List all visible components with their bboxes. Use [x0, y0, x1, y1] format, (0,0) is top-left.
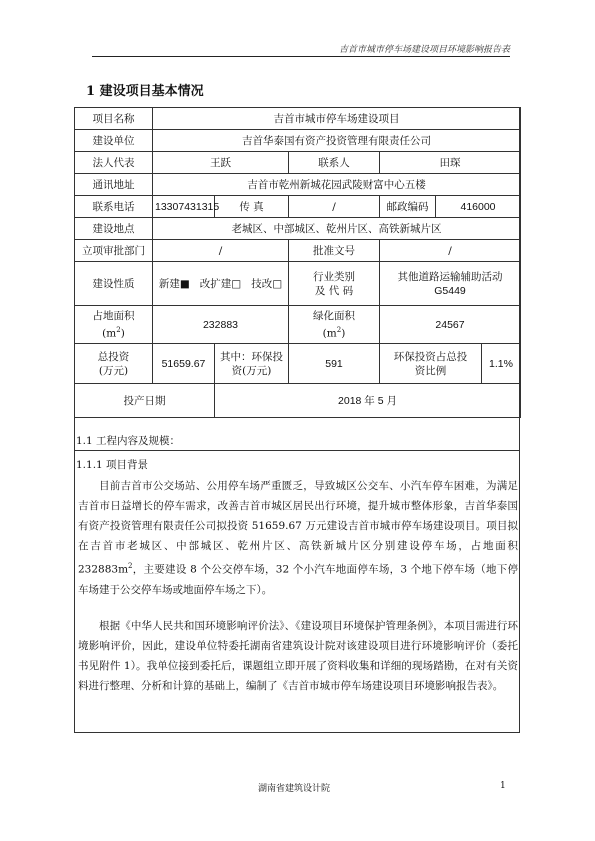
- table-row: [75, 152, 521, 174]
- cell-label: 立项审批部门: [75, 240, 153, 262]
- cell-label: 建设地点: [75, 218, 153, 240]
- cell-value: 吉首华泰国有资产投资管理有限责任公司: [153, 130, 521, 152]
- cell-label: 其中：环保投 资(万元): [215, 344, 289, 384]
- subsection-heading: 1.1 工程内容及规模：: [76, 435, 181, 447]
- cell-value: 591: [289, 344, 380, 384]
- running-header: 吉首市城市停车场建设项目环境影响报告表: [338, 45, 510, 55]
- cell-value: 232883: [153, 306, 289, 344]
- cell-value: 24567: [380, 306, 521, 344]
- cell-label: 环保投资占总投 资比例: [380, 344, 482, 384]
- cell-value: 吉首市乾州新城花园武陵财富中心五楼: [153, 174, 521, 196]
- cell-value: 416000: [436, 196, 521, 218]
- table-row: [75, 306, 521, 344]
- table-row: [75, 196, 521, 218]
- nature-new-option: 新建■: [158, 277, 190, 290]
- cell-value: 老城区、中部城区、乾州片区、高铁新城片区: [153, 218, 521, 240]
- table-row: [75, 218, 521, 240]
- nature-expand-option: 改扩建□: [199, 277, 242, 290]
- cell-value: /: [289, 196, 380, 218]
- nature-tech-option: 技改□: [251, 277, 283, 290]
- cell-label: 法人代表: [75, 152, 153, 174]
- cell-value: 51659.67: [153, 344, 215, 384]
- table-row: [75, 240, 521, 262]
- cell-value: 吉首市城市停车场建设项目: [153, 108, 521, 130]
- table-row: [75, 384, 521, 418]
- cell-value: 1.1%: [482, 344, 521, 384]
- cell-label: 投产日期: [75, 384, 215, 418]
- table-row: [75, 262, 521, 306]
- paragraph-background: 目前吉首市公交场站、公用停车场严重匮乏，导致城区公交车、小汽车停车困难，为满足吉首市日益增长的停车需求，改善吉首市城区居民出行环境，提升城市整体形象，吉首华泰国有资产投资管理有限责任公司拟投资 51659.67 万元建设吉首市城市停车场建设项目。项目拟在吉首市老城区、中部城区、乾州片区、高铁新城片区分别建设停车场，占地面积 $232883m^2$，主要建设 8 个公交停车场，32 个小汽车地面停车场，3 个地下停车场（地下停车场建于公交停车场或地面停车场之下）。: [78, 480, 518, 596]
- cell-label: 建设性质: [75, 262, 153, 306]
- cell-value: 其他道路运输辅助活动 G5449: [380, 262, 521, 306]
- footer-org: 湖南省建筑设计院: [258, 784, 331, 794]
- cell-label: 总投资 (万元): [75, 344, 153, 384]
- cell-value: /: [380, 240, 521, 262]
- cell-value: 13307431315: [153, 196, 215, 218]
- page-number: 1: [500, 781, 506, 791]
- cell-label: 占地面积 $(m^2)$: [75, 306, 153, 344]
- divider: [74, 450, 520, 451]
- cell-label: 联系人: [289, 152, 380, 174]
- subsubsection-heading: 1.1.1 项目背景: [76, 459, 149, 471]
- cell-value: 2018 年 5 月: [215, 384, 521, 418]
- table-row: [75, 108, 521, 130]
- cell-label: 建设单位: [75, 130, 153, 152]
- cell-value: /: [153, 240, 289, 262]
- table-row: [75, 344, 521, 384]
- cell-label: 通讯地址: [75, 174, 153, 196]
- cell-label: 绿化面积 $(m^2)$: [289, 306, 380, 344]
- cell-value: 王跃: [153, 152, 289, 174]
- table-row: [75, 130, 521, 152]
- cell-label: 联系电话: [75, 196, 153, 218]
- cell-label: 传 真: [215, 196, 289, 218]
- header-rule: [92, 56, 510, 57]
- cell-label: 批准文号: [289, 240, 380, 262]
- cell-value: 田琛: [380, 152, 521, 174]
- table-row: [75, 174, 521, 196]
- paragraph-commission: 根据《中华人民共和国环境影响评价法》、《建设项目环境保护管理条例》，本项目需进行环境影响评价，因此，建设单位特委托湖南省建筑设计院对该建设项目进行环境影响评价（委托书见附件 1）。我单位接到委托后，课题组立即开展了资料收集和详细的现场踏勘，在对有关资料进行整理、分析和计算的基础上，编制了《吉首市城市停车场建设项目环境影响报告表》。: [78, 620, 518, 692]
- basic-info-table: [74, 107, 521, 418]
- cell-label: 邮政编码: [380, 196, 436, 218]
- cell-label: 行业类别 及 代 码: [289, 262, 380, 306]
- section-title: 1 建设项目基本情况: [86, 84, 204, 99]
- cell-value: [153, 262, 289, 306]
- cell-label: 项目名称: [75, 108, 153, 130]
